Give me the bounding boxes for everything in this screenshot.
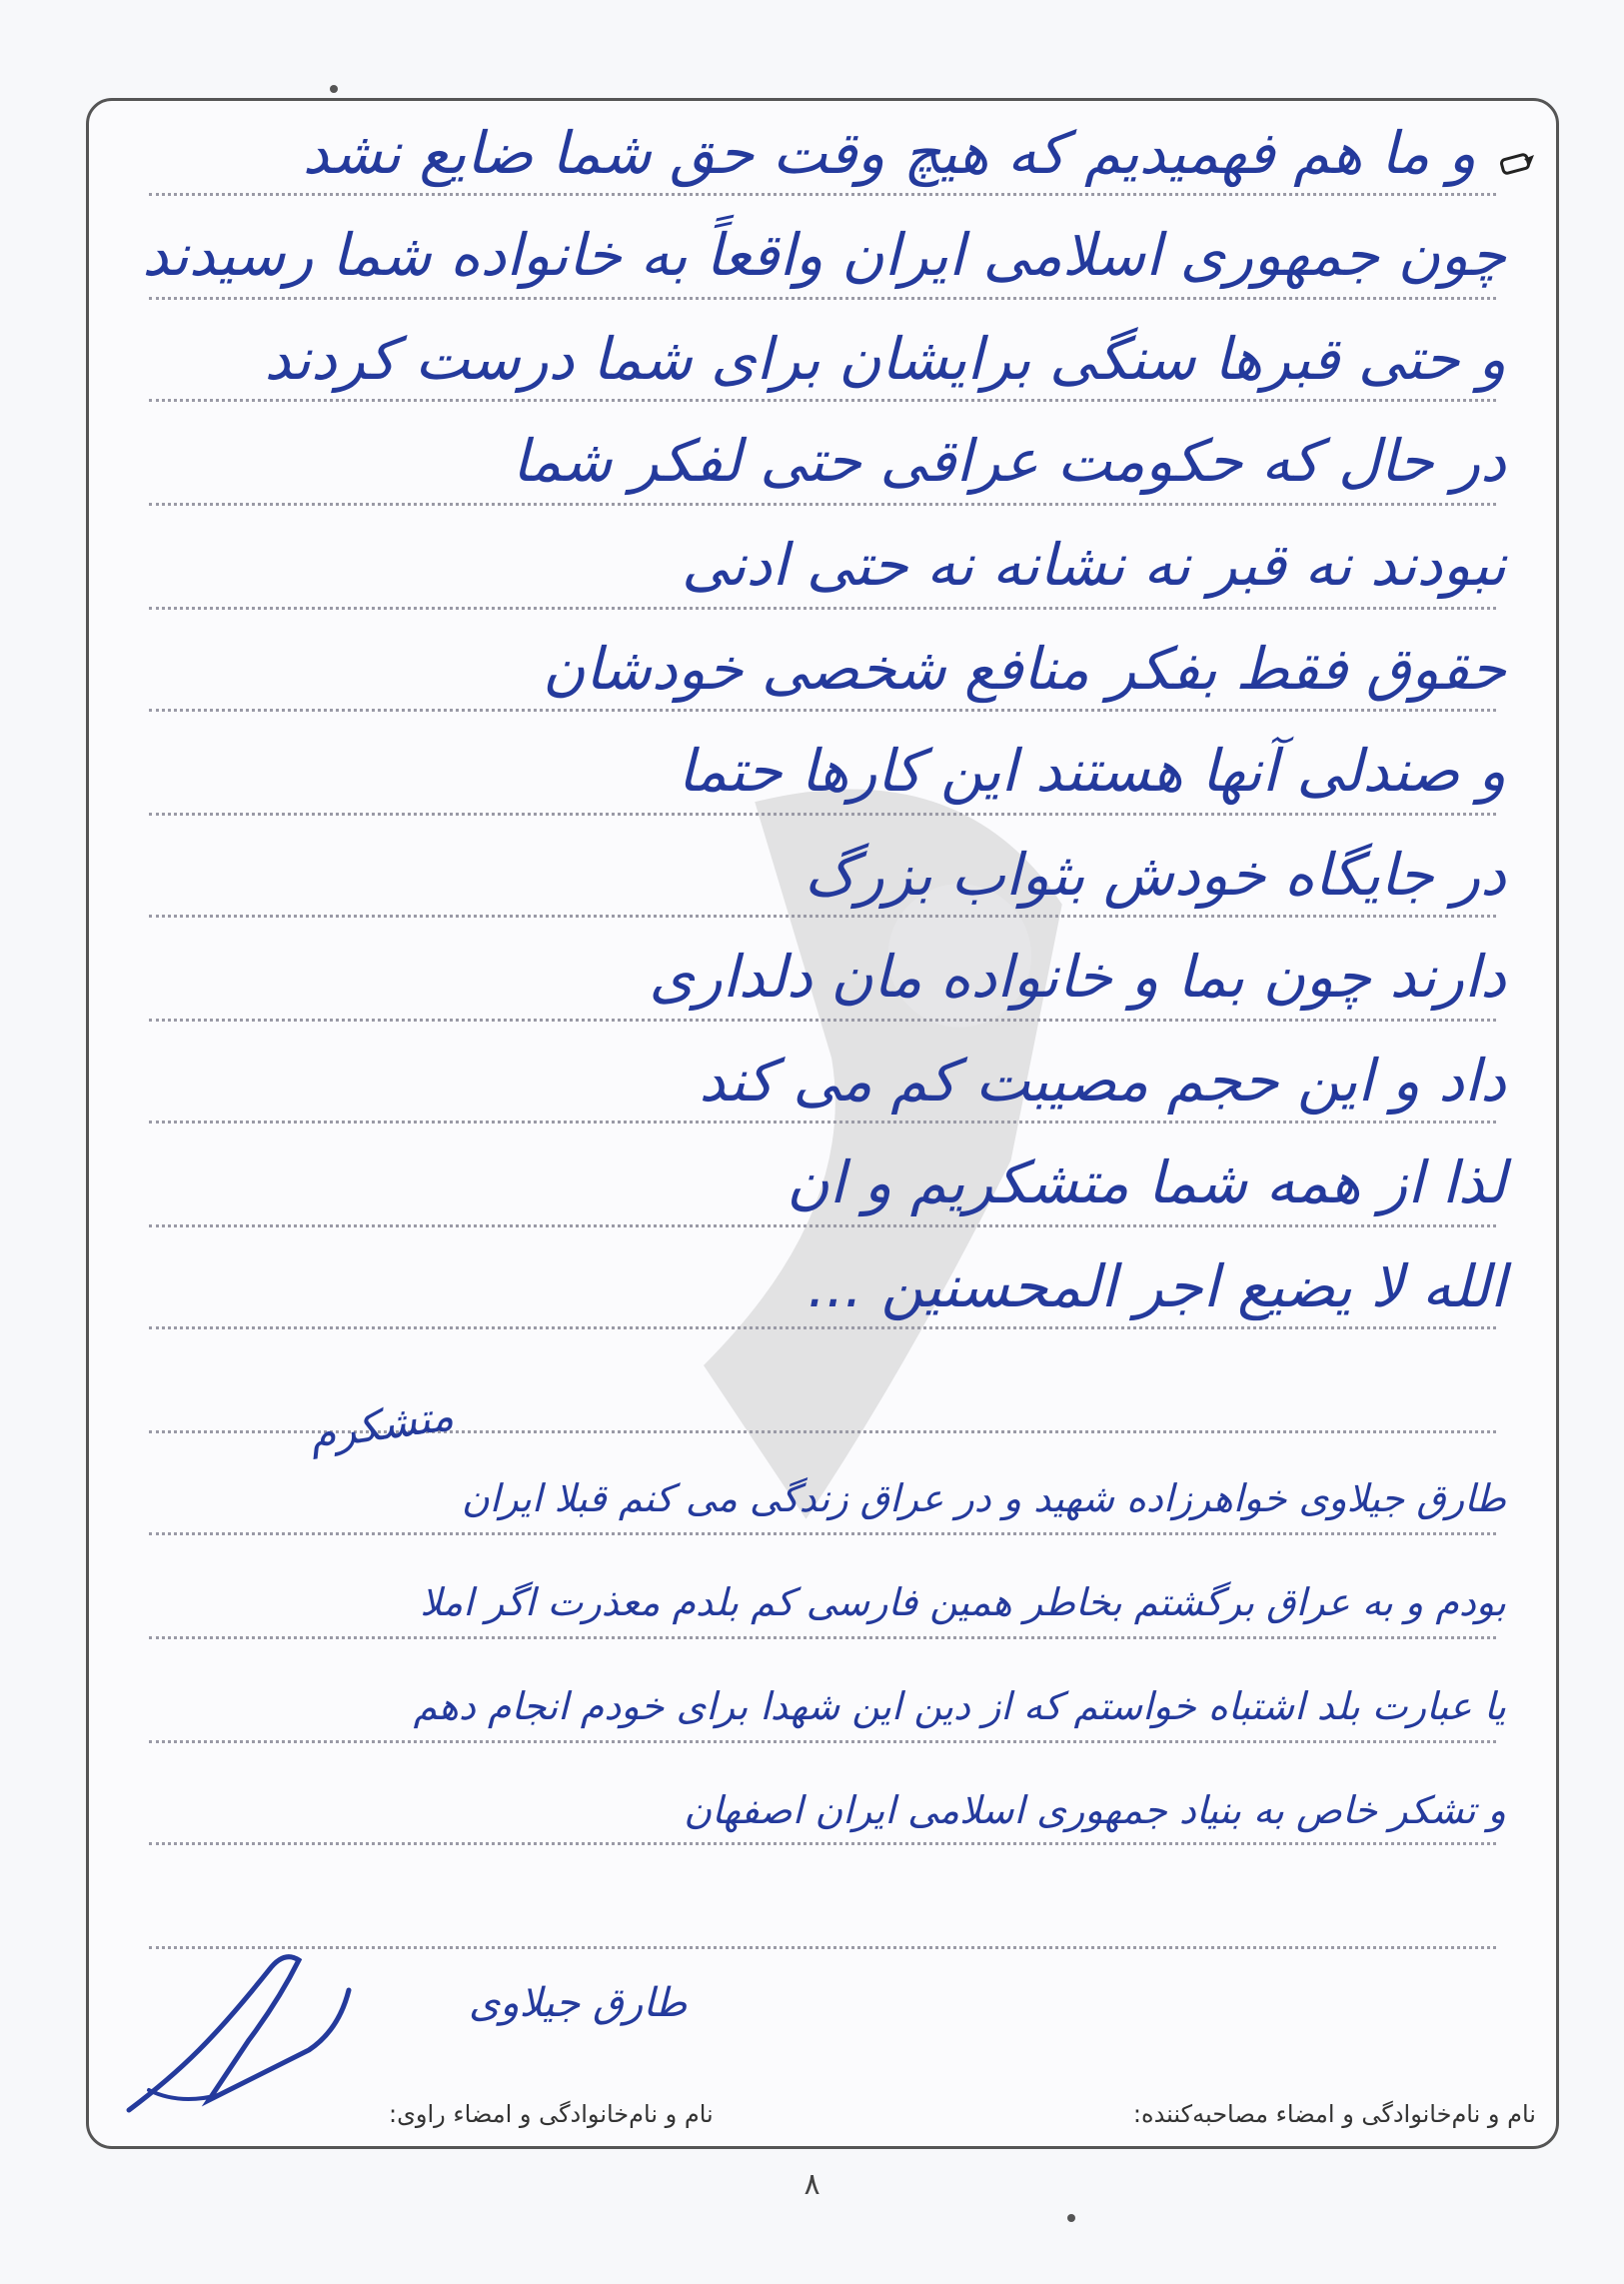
ruled-line xyxy=(149,1019,1496,1022)
letter-line: دارند چون بما و خانواده مان دلداری xyxy=(649,943,1506,1011)
letter-line: داد و این حجم مصیبت کم می کند xyxy=(699,1047,1506,1115)
postscript-line: یا عبارت بلد اشتباه خواستم که از دین این شهدا برای خودم انجام دهم xyxy=(413,1684,1506,1728)
pen-icon xyxy=(1500,151,1536,179)
paper-speck xyxy=(330,85,338,93)
ruled-line xyxy=(149,1326,1496,1329)
notebook-page xyxy=(86,98,1559,2149)
postscript-line: و تشکر خاص به بنیاد جمهوری اسلامی ایران اصفهان xyxy=(684,1788,1506,1832)
ruled-line xyxy=(149,1121,1496,1124)
letter-signoff: متشکرم xyxy=(306,1390,457,1459)
letter-line: و ما هم فهمیدیم که هیچ وقت حق شما ضایع نشد xyxy=(302,119,1476,187)
signature-mark xyxy=(109,1930,369,2130)
paper-speck xyxy=(1067,2214,1075,2222)
ruled-line xyxy=(149,1740,1496,1743)
ruled-line xyxy=(149,1636,1496,1639)
letter-line: الله لا یضیع اجر المحسنین ... xyxy=(807,1252,1506,1320)
postscript-line: بودم و به عراق برگشتم بخاطر همین فارسی کم بلدم معذرت اگر املا xyxy=(420,1580,1506,1624)
page-number: ۸ xyxy=(804,2167,820,2202)
postscript-line: طارق جیلاوی خواهرزاده شهید و در عراق زندگی می کنم قبلا ایران xyxy=(461,1476,1506,1520)
letter-line: نبودند نه قبر نه نشانه نه حتی ادنی xyxy=(682,531,1506,599)
ruled-line xyxy=(149,1224,1496,1227)
narrator-name-handwritten: طارق جیلاوی xyxy=(469,1980,688,2026)
ruled-line xyxy=(149,813,1496,816)
ruled-line xyxy=(149,1532,1496,1535)
letter-line: در حال که حکومت عراقی حتی لفکر شما xyxy=(512,427,1506,495)
letter-line: حقوق فقط بفکر منافع شخصی خودشان xyxy=(543,635,1506,703)
letter-line: لذا از همه شما متشکریم و ان xyxy=(787,1148,1506,1216)
ruled-line xyxy=(149,399,1496,402)
ruled-line xyxy=(149,193,1496,196)
interviewer-signature-label: نام و نام‌خانوادگی و امضاء مصاحبه‌کننده: xyxy=(1132,2100,1536,2128)
narrator-signature-label: نام و نام‌خانوادگی و امضاء راوی: xyxy=(389,2100,714,2128)
ruled-line xyxy=(149,503,1496,506)
letter-line: و صندلی آنها هستند این کارها حتما xyxy=(678,737,1506,805)
letter-line: در جایگاه خودش بثواب بزرگ xyxy=(804,841,1506,909)
letter-line: و حتی قبرها سنگی برایشان برای شما درست کردند xyxy=(264,325,1506,393)
ruled-line xyxy=(149,709,1496,712)
ruled-line xyxy=(149,297,1496,300)
letter-line: چون جمهوری اسلامی ایران واقعاً به خانواده شما رسیدند xyxy=(142,221,1506,289)
ruled-line xyxy=(149,1842,1496,1845)
ruled-line xyxy=(149,607,1496,610)
ruled-line xyxy=(149,915,1496,918)
